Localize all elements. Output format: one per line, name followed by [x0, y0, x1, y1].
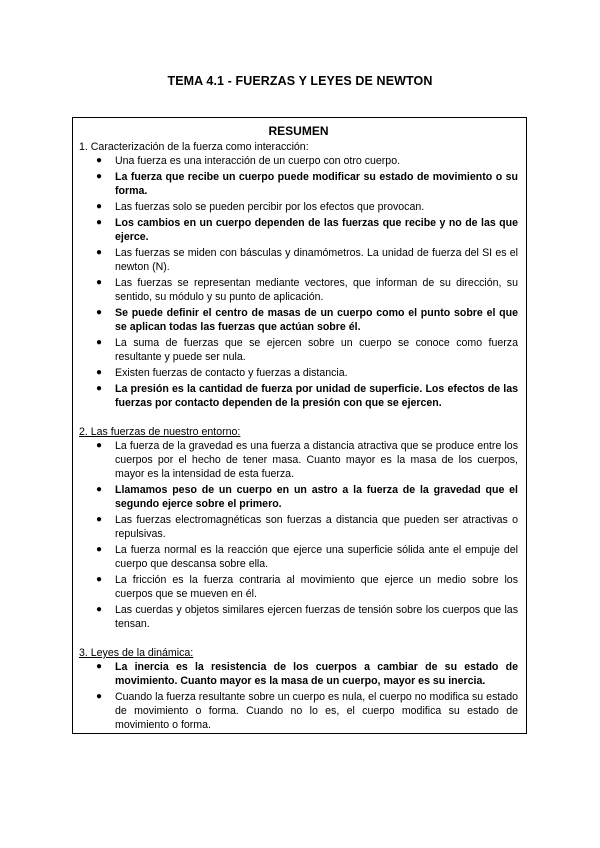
list-item: ● Llamamos peso de un cuerpo en un astro a la fuerza de la gravedad que el segundo ejerce sobre el primero.: [96, 484, 518, 510]
bullet-icon: ●: [96, 247, 103, 258]
section-heading: 2. Las fuerzas de nuestro entorno:: [79, 426, 241, 438]
list-item: ● La fricción es la fuerza contraria al movimiento que ejerce un medio sobre los cuerpos que se mueven en él.: [96, 574, 518, 600]
list-item: ● Las fuerzas se miden con básculas y dinamómetros. La unidad de fuerza del SI es el newton (N).: [96, 247, 518, 273]
section-heading: 1. Caracterización de la fuerza como interacción:: [79, 141, 309, 153]
bullet-icon: ●: [96, 307, 103, 318]
section-list: [79, 154, 518, 410]
page-title: TEMA 4.1 - FUERZAS Y LEYES DE NEWTON: [167, 74, 433, 88]
section-heading: 3. Leyes de la dinámica:: [79, 647, 194, 659]
list-item: ● Una fuerza es una interacción de un cuerpo con otro cuerpo.: [96, 155, 401, 167]
bullet-icon: ●: [96, 201, 103, 212]
bullet-icon: ●: [96, 574, 103, 585]
bullet-icon: ●: [96, 217, 103, 228]
bullet-icon: ●: [96, 691, 103, 702]
bullet-icon: ●: [96, 514, 103, 525]
bullet-icon: ●: [96, 661, 103, 672]
bullet-icon: ●: [96, 337, 103, 348]
list-item: ● Cuando la fuerza resultante sobre un cuerpo es nula, el cuerpo no modifica su estado de movimiento o forma. Cuando no lo es, el cuerpo modifica su estado de movimiento o forma.: [96, 691, 518, 731]
list-item: ● Las fuerzas solo se pueden percibir por los efectos que provocan.: [96, 201, 425, 213]
summary-heading: RESUMEN: [268, 124, 329, 138]
list-item: ● La suma de fuerzas que se ejercen sobre un cuerpo se conoce como fuerza resultante y puede ser nula.: [96, 337, 518, 363]
list-item: ● La inercia es la resistencia de los cuerpos a cambiar de su estado de movimiento. Cuanto mayor es la masa de un cuerpo, mayor es su inercia.: [96, 661, 518, 687]
bullet-icon: ●: [96, 604, 103, 615]
bullet-icon: ●: [96, 367, 103, 378]
bullet-icon: ●: [96, 155, 103, 166]
list-item: ● Se puede definir el centro de masas de un cuerpo como el punto sobre el que se aplican todas las fuerzas que actúan sobre él.: [96, 307, 518, 333]
bullet-icon: ●: [96, 484, 103, 495]
summary-box: [72, 117, 527, 734]
list-item: ● Las cuerdas y objetos similares ejercen fuerzas de tensión sobre los cuerpos que las tensan.: [96, 604, 518, 630]
list-item: ● Los cambios en un cuerpo dependen de las fuerzas que recibe y no de las que ejerce.: [96, 217, 518, 243]
list-item: ● Las fuerzas se representan mediante vectores, que informan de su dirección, su sentido, su módulo y su punto de aplicación.: [96, 277, 518, 303]
list-item: ● La fuerza de la gravedad es una fuerza a distancia atractiva que se produce entre los cuerpos por el hecho de tener masa. Cuanto mayor es la masa de los cuerpos, mayor es la intensidad de esta fuerza.: [96, 440, 518, 480]
bullet-icon: ●: [96, 383, 103, 394]
bullet-icon: ●: [96, 171, 103, 182]
section-list: [79, 660, 518, 732]
bullet-icon: ●: [96, 440, 103, 451]
list-item: ● La fuerza normal es la reacción que ejerce una superficie sólida ante el empuje del cuerpo que descansa sobre ella.: [96, 544, 518, 570]
bullet-icon: ●: [96, 544, 103, 555]
bullet-icon: ●: [96, 277, 103, 288]
list-item: ● La presión es la cantidad de fuerza por unidad de superficie. Los efectos de las fuerzas por contacto dependen de la presión con que se ejercen.: [96, 383, 518, 409]
list-item: ● La fuerza que recibe un cuerpo puede modificar su estado de movimiento o su forma.: [96, 171, 518, 197]
section-list: [79, 439, 518, 631]
list-item: ● Existen fuerzas de contacto y fuerzas a distancia.: [96, 367, 348, 379]
list-item: ● Las fuerzas electromagnéticas son fuerzas a distancia que pueden ser atractivas o repulsivas.: [96, 514, 518, 540]
